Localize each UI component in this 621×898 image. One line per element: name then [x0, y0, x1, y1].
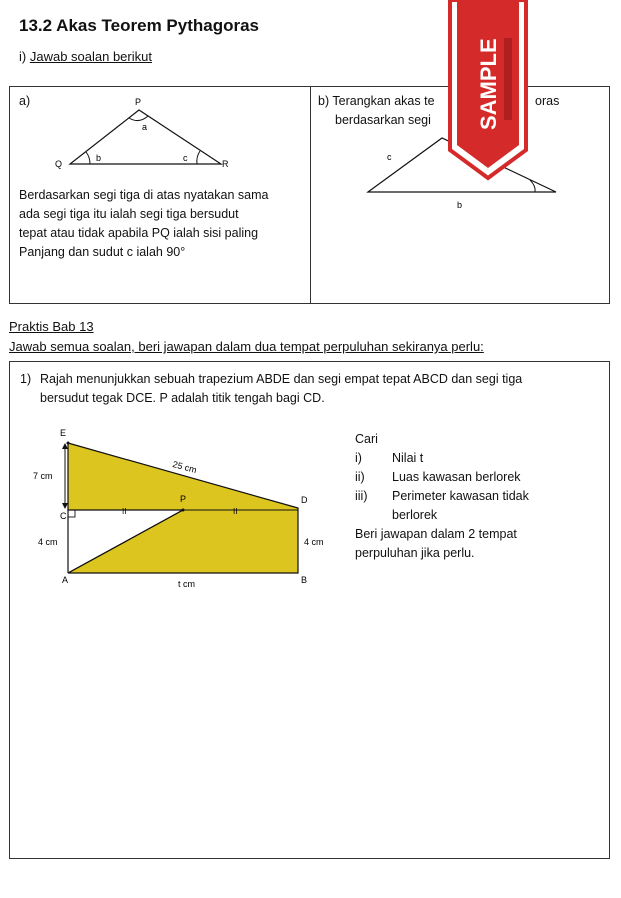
- vertex-q-label: Q: [55, 159, 63, 169]
- question-1-text: [40, 370, 600, 408]
- length-ed-label: 25 cm: [171, 459, 198, 476]
- find-item-text: Nilai t: [392, 451, 424, 465]
- find-item-num: ii): [355, 470, 365, 484]
- side-b-label: b: [457, 200, 463, 210]
- trapezium-diagram: [30, 425, 330, 595]
- triangle-pqr-diagram: [50, 94, 250, 174]
- section-subtitle: [19, 49, 152, 64]
- vertex-d-label: D: [301, 495, 308, 505]
- praktis-instruction: [9, 339, 484, 354]
- question-a-line: Berdasarkan segi tiga di atas nyatakan sama: [19, 188, 269, 202]
- length-ec-label: 7 cm: [33, 471, 53, 481]
- find-title: Cari: [355, 432, 378, 446]
- sample-stamp-stripe: [504, 38, 512, 120]
- angle-c-label: c: [183, 153, 188, 163]
- point-p: [182, 509, 185, 512]
- length-ca-label: 4 cm: [38, 537, 58, 547]
- find-item-num: iii): [355, 489, 368, 503]
- angle-b-label: b: [96, 153, 102, 163]
- side-c-label: c: [387, 152, 392, 162]
- find-item-text: Luas kawasan berlorek: [392, 470, 521, 484]
- vertex-p-label: P: [135, 97, 142, 107]
- question-a-line: ada segi tiga itu ialah segi tiga bersudut: [19, 207, 239, 221]
- sample-stamp: [444, 0, 532, 185]
- length-ab-label: t cm: [178, 579, 195, 589]
- vertex-p-label: P: [180, 494, 187, 504]
- note-line: perpuluhan jika perlu.: [355, 546, 475, 560]
- tick-mark-cp: II: [122, 507, 127, 516]
- angle-a-arc: [129, 116, 148, 121]
- question-b-label: b): [318, 94, 330, 108]
- question-b-line1: [318, 92, 435, 111]
- find-item-num: i): [355, 451, 362, 465]
- question-1-line: bersudut tegak DCE. P adalah titik tengah bagi CD.: [40, 391, 325, 405]
- dimension-arrow-bottom: [62, 503, 68, 509]
- vertex-b-label: B: [301, 575, 308, 585]
- subtitle-text: Jawab soalan berikut: [29, 49, 152, 64]
- question-1-number: 1): [20, 372, 32, 386]
- angle-b-arc: [86, 152, 90, 164]
- length-bd-label: 4 cm: [304, 537, 324, 547]
- subtitle-prefix: i): [19, 49, 27, 64]
- find-item-text-continued: berlorek: [392, 508, 438, 522]
- point-e: [67, 442, 70, 445]
- question-a-line: tepat atau tidak apabila PQ ialah sisi paling: [19, 226, 259, 240]
- angle-a-label: a: [142, 122, 148, 132]
- vertex-a-label: A: [62, 575, 69, 585]
- vertex-e-label: E: [60, 428, 67, 438]
- question-b-text-start: Terangkan akas te: [332, 94, 435, 108]
- praktis-heading-text: Praktis Bab 13: [9, 319, 94, 334]
- note-line: Beri jawapan dalam 2 tempat: [355, 527, 517, 541]
- vertex-c-label: C: [60, 511, 67, 521]
- question-a-label: a): [19, 94, 31, 108]
- praktis-instruction-text: Jawab semua soalan, beri jawapan dalam dua tempat perpuluhan sekiranya perlu:: [9, 339, 484, 354]
- question-1-line: Rajah menunjukkan sebuah trapezium ABDE dan segi empat tepat ABCD dan segi tiga: [40, 372, 523, 386]
- tick-mark-pd: II: [233, 507, 238, 516]
- page-title: 13.2 Akas Teorem Pythagoras: [19, 16, 260, 35]
- praktis-heading: [9, 319, 94, 334]
- table-divider: [310, 86, 311, 304]
- question-b-line2: berdasarkan segi: [335, 113, 431, 127]
- angle-c-arc: [197, 151, 200, 164]
- question-b-text-end: oras: [535, 94, 560, 108]
- find-item-text: Perimeter kawasan tidak: [392, 489, 529, 503]
- question-a-text: [19, 186, 304, 262]
- sample-stamp-text: SAMPLE: [476, 38, 501, 130]
- question-a-line: Panjang dan sudut c ialah 90°: [19, 245, 186, 259]
- right-angle-marker: [68, 510, 75, 517]
- vertex-r-label: R: [222, 159, 229, 169]
